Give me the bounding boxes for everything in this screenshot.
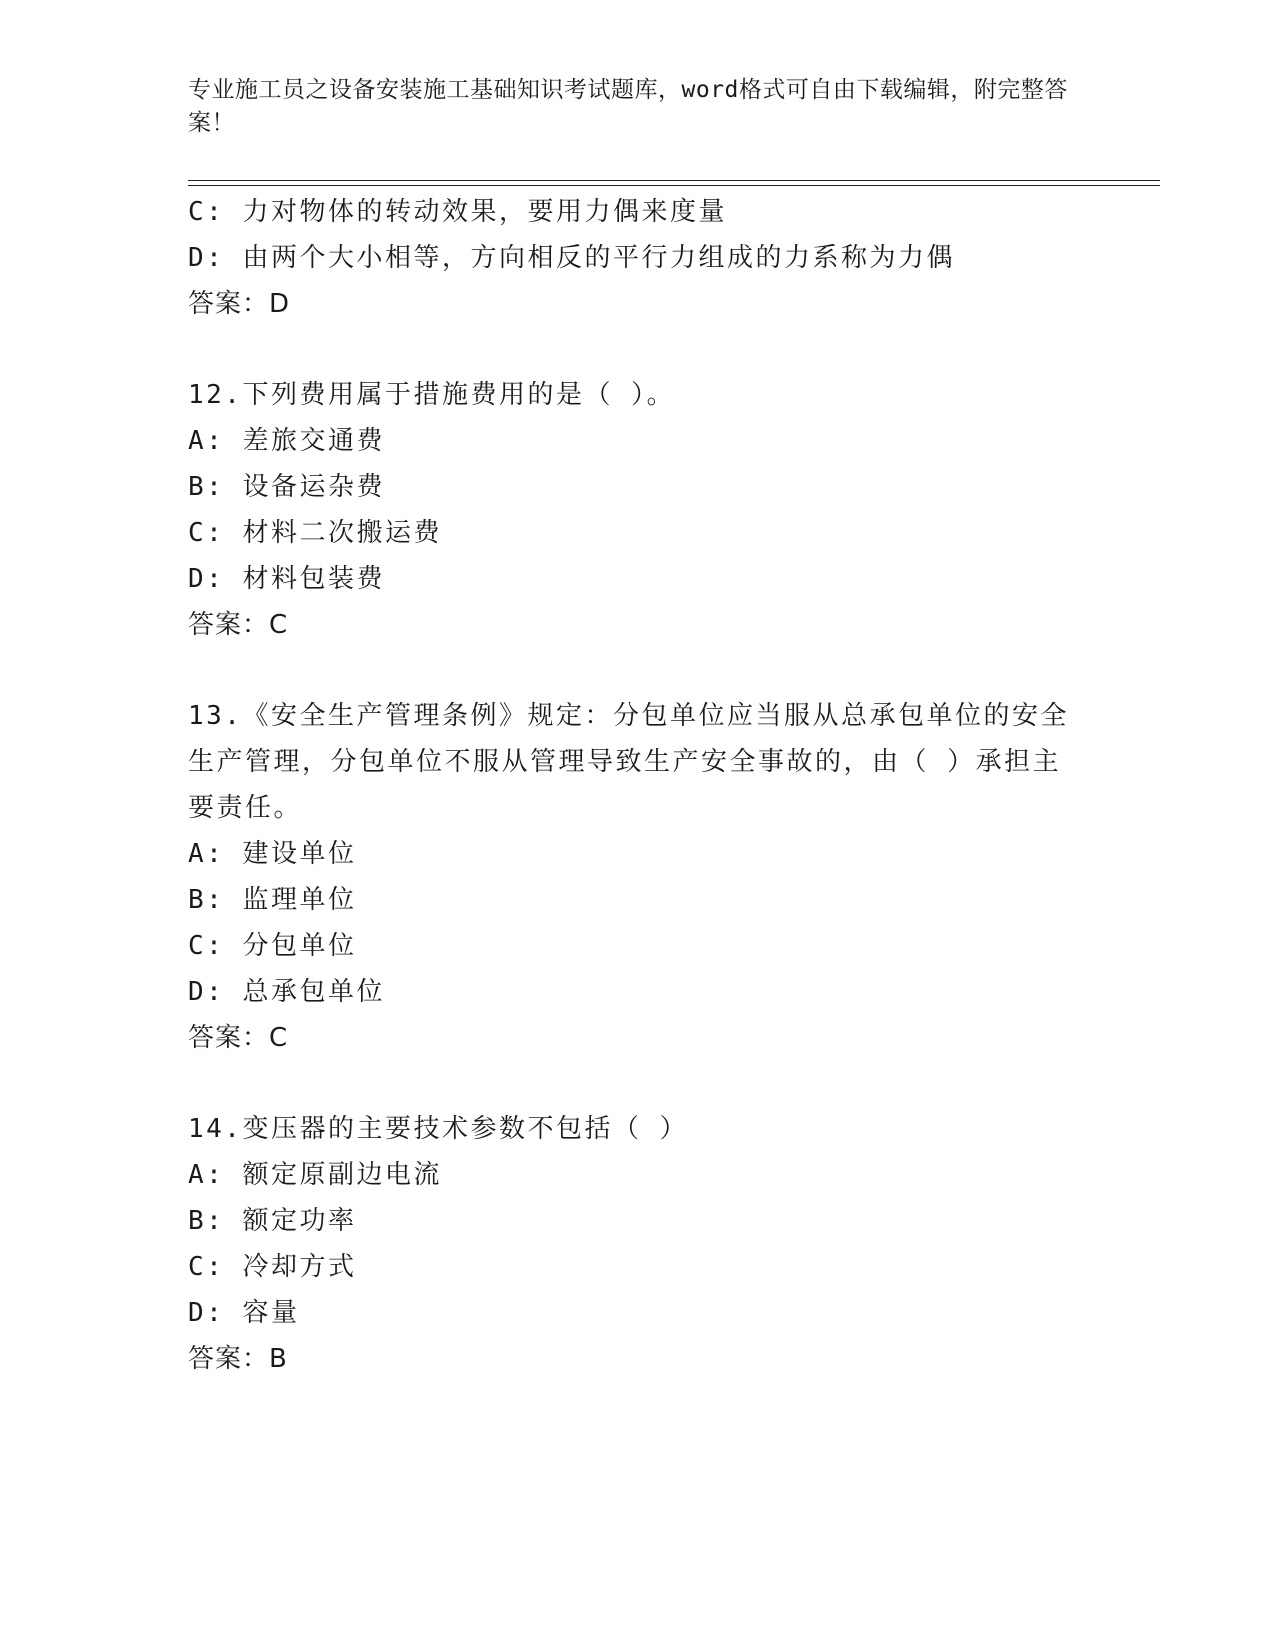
question-12 [188, 372, 1088, 648]
option-c: C: 冷却方式 [188, 1252, 357, 1282]
option-d: D: 容量 [188, 1298, 300, 1328]
answer-line: 答案：D [188, 289, 291, 319]
question-text: 13.《安全生产管理条例》规定：分包单位应当服从总承包单位的安全生产管理，分包单位不服从管理导致生产安全事故的，由（ ）承担主要责任。 [188, 701, 1069, 823]
option-d: D: 由两个大小相等，方向相反的平行力组成的力系称为力偶 [188, 243, 955, 273]
option-c: C: 材料二次搬运费 [188, 518, 442, 548]
option-a: A: 差旅交通费 [188, 426, 385, 456]
spacer [188, 648, 1088, 693]
option-d: D: 材料包装费 [188, 564, 385, 594]
question-13 [188, 693, 1088, 1061]
option-a: A: 建设单位 [188, 839, 357, 869]
spacer [188, 1061, 1088, 1106]
option-c: C: 分包单位 [188, 931, 357, 961]
option-d: D: 总承包单位 [188, 977, 385, 1007]
option-b: B: 设备运杂费 [188, 472, 385, 502]
question-text: 12.下列费用属于措施费用的是（ ）。 [188, 380, 676, 410]
answer-line: 答案：C [188, 1023, 289, 1053]
option-b: B: 监理单位 [188, 885, 357, 915]
question-text: 14.变压器的主要技术参数不包括（ ） [188, 1114, 689, 1144]
header-rule-top [188, 180, 1160, 181]
option-a: A: 额定原副边电流 [188, 1160, 442, 1190]
continued-question [188, 189, 1088, 327]
answer-line: 答案：C [188, 610, 289, 640]
answer-line: 答案：B [188, 1344, 288, 1374]
option-b: B: 额定功率 [188, 1206, 357, 1236]
question-14 [188, 1106, 1088, 1382]
spacer [188, 327, 1088, 372]
document-body [188, 189, 1088, 1382]
header-rule-bottom [188, 185, 1160, 186]
option-c: C: 力对物体的转动效果，要用力偶来度量 [188, 197, 727, 227]
document-header: 专业施工员之设备安装施工基础知识考试题库，word格式可自由下载编辑，附完整答案！ [188, 77, 1068, 136]
